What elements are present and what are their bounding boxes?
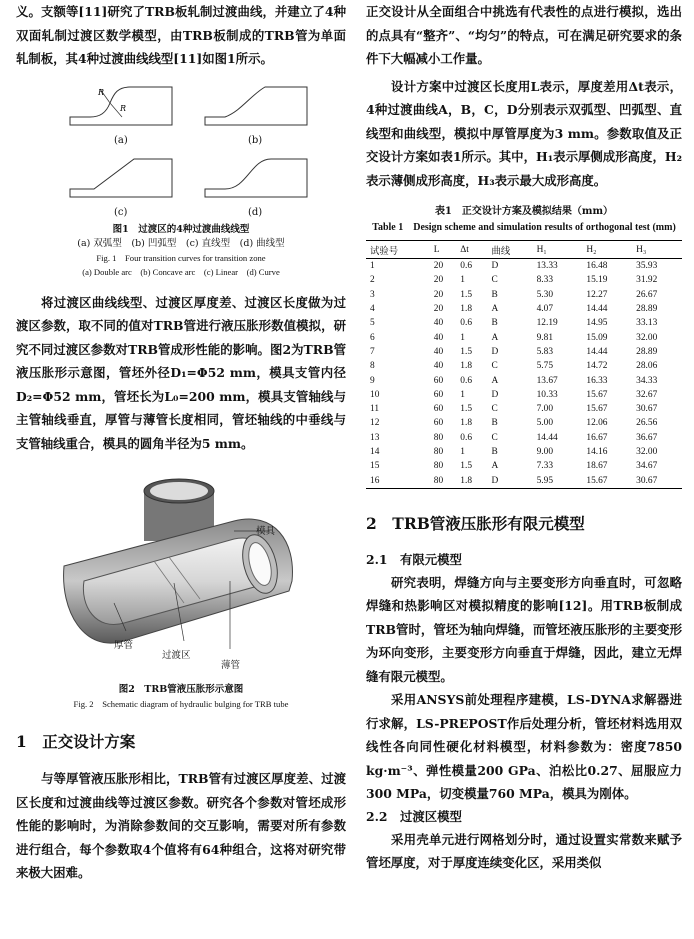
table1-caption-en: Table 1 Design scheme and simulation results of orthogonal test (mm)	[372, 222, 676, 233]
table-cell: 12.27	[586, 289, 608, 300]
fig2-label-thin: 薄管	[221, 660, 241, 671]
table-row	[366, 373, 682, 387]
table-cell: 11	[370, 404, 380, 415]
fig1-caption-cn: 图1 过渡区的4种过渡曲线线型	[112, 223, 250, 235]
section-2-title: 2 TRB管液压胀形有限元模型	[366, 513, 585, 533]
table-cell: 1.5	[460, 346, 472, 357]
subsection-2-2-title: 2.2 过渡区模型	[366, 808, 462, 824]
table-cell: C	[491, 361, 498, 372]
table-cell: 5.95	[536, 475, 554, 486]
table-cell: 0.6	[460, 432, 472, 443]
table-cell: 32.00	[636, 332, 658, 343]
table-row	[366, 259, 682, 274]
table1-caption-cn: 表1 正交设计方案及模拟结果（mm）	[434, 206, 614, 217]
table-cell: 7	[370, 346, 375, 357]
table-cell: 15.67	[586, 404, 608, 415]
table-cell: 80	[433, 432, 444, 443]
table-cell: C	[491, 432, 498, 443]
table-cell: 16.33	[586, 375, 608, 386]
fig2-label-die: 模具	[256, 526, 276, 537]
table-cell: 60	[433, 375, 444, 386]
table-cell: 5.83	[536, 346, 554, 357]
table-cell: 9.00	[536, 447, 554, 457]
table-cell: 28.89	[636, 346, 658, 357]
table-cell: 1.8	[460, 304, 472, 315]
table-cell: 32.67	[636, 389, 658, 400]
table-cell: 14.44	[536, 432, 558, 443]
table-cell: 0.6	[460, 375, 472, 386]
table-cell: 13.67	[536, 375, 558, 386]
table-cell: 20	[433, 304, 444, 315]
table-cell: 60	[433, 418, 444, 429]
fig1-panel-c	[66, 153, 176, 203]
table-header-cell: Δt	[460, 244, 469, 255]
table-cell: 16.67	[586, 432, 608, 443]
table-cell: 40	[433, 361, 444, 372]
table-row	[366, 359, 682, 373]
fig2-label-transition: 过渡区	[162, 650, 191, 661]
table-cell: 5	[370, 318, 375, 329]
table-header-cell: 曲线	[491, 246, 511, 257]
table-cell: 3	[370, 289, 375, 300]
figure-2	[16, 471, 346, 677]
table-cell: D	[491, 389, 499, 400]
table-cell: 80	[433, 461, 444, 472]
table-cell: 1.5	[460, 289, 472, 300]
table1-body	[366, 259, 682, 489]
table-cell: 15.19	[586, 275, 608, 286]
table-cell: A	[491, 304, 499, 315]
table-cell: 0.6	[460, 318, 472, 329]
table-cell: 4	[370, 304, 375, 315]
table-cell: 5.75	[536, 361, 554, 372]
table-cell: 35.93	[636, 261, 658, 272]
table-cell: B	[491, 289, 498, 300]
fig2-image	[34, 471, 304, 676]
table-header-cell: 试验号	[370, 246, 399, 257]
table-cell: 1	[460, 275, 465, 286]
table-cell: 12	[370, 418, 380, 429]
table-cell: A	[491, 461, 499, 472]
table-cell: 1	[460, 447, 465, 457]
table-row	[366, 431, 682, 445]
table-cell: B	[491, 447, 498, 457]
table-cell: B	[491, 418, 498, 429]
fig1-label-b: (b)	[248, 134, 263, 146]
table-cell: 60	[433, 389, 444, 400]
table-cell: 14.44	[586, 346, 608, 357]
table-cell: 10	[370, 389, 380, 400]
left-column	[16, 0, 346, 885]
fig1-caption-cn-sub: (a) 双弧型 (b) 凹弧型 (c) 直线型 (d) 曲线型	[77, 237, 285, 249]
right-paragraph-fem: 研究表明，焊缝方向与主要变形方向垂直时，可忽略焊缝和热影响区对模拟精度的影响[12]。用TRB板制成TRB管时，管坯为轴向焊缝，而管坯液压胀形的主要变形为环向变形，主要变形方向垂直于焊缝，因此，建立无焊缝有限元模型。	[366, 574, 682, 684]
table-row	[366, 445, 682, 459]
table-cell: 14.16	[586, 447, 608, 457]
table-cell: 15	[370, 461, 380, 472]
table-cell: 5.00	[536, 418, 554, 429]
table-row	[366, 330, 682, 344]
table-cell: 36.67	[636, 432, 658, 443]
table-cell: A	[491, 332, 499, 343]
fig1-panel-a	[66, 81, 176, 131]
fig1-label-a: (a)	[114, 134, 128, 146]
table-cell: 15.67	[586, 475, 608, 486]
table-cell: 28.89	[636, 304, 658, 315]
table-cell: 14.72	[586, 361, 608, 372]
table-cell: 13.33	[536, 261, 558, 272]
right-column	[366, 0, 682, 875]
table1	[366, 240, 682, 489]
right-paragraph-intro: 正交设计从全面组合中挑选有代表性的点进行模拟，选出的点具有“整齐”、“均匀”的特点，可在满足研究要求的条件下大幅减小工作量。	[366, 4, 682, 66]
fig2-caption-cn: 图2 TRB管液压胀形示意图	[118, 684, 244, 695]
table-cell: 1.8	[460, 361, 472, 372]
table-row	[366, 459, 682, 473]
right-paragraph-material: 采用ANSYS前处理程序建模，LS-DYNA求解器进行求解，LS-PREPOST作后处理分析，管坯材料选用双线性各向同性硬化材料模型，材料参数为：密度7850 kg·m⁻³、弹性模量200 GPa、泊松比0.27、屈服应力300 MPa，切变模量760 MPa，模具为刚体。	[366, 692, 682, 802]
table-row	[366, 316, 682, 330]
table-row	[366, 302, 682, 316]
fig1-label-c: (c)	[114, 206, 128, 218]
table-cell: 33.13	[636, 318, 658, 329]
table-cell: 20	[433, 289, 444, 300]
subsection-2-1-title: 2.1 有限元模型	[366, 551, 462, 567]
table-cell: 1	[460, 389, 465, 400]
table-cell: 7.33	[536, 461, 554, 472]
table-cell: D	[491, 475, 499, 486]
table-cell: 12.06	[586, 418, 608, 429]
table-cell: 16.48	[586, 261, 608, 272]
table-cell: 34.67	[636, 461, 658, 472]
table-row	[366, 273, 682, 287]
table-cell: C	[491, 404, 498, 415]
fig1-r-label-a2: R	[120, 103, 127, 113]
table-cell: 1.8	[460, 475, 472, 486]
table-cell: 30.67	[636, 404, 658, 415]
fig1-caption-en-sub: (a) Double arc (b) Concave arc (c) Linear (d) Curve	[82, 266, 280, 277]
table-cell: 13	[370, 432, 380, 443]
table-cell: 26.56	[636, 418, 658, 429]
table-cell: 15.67	[586, 389, 608, 400]
table-cell: 18.67	[586, 461, 608, 472]
table-cell: 1.5	[460, 461, 472, 472]
table-row	[366, 473, 682, 488]
table-cell: 12.19	[536, 318, 558, 329]
right-paragraph-design: 设计方案中过渡区长度用L表示，厚度差用Δt表示，4种过渡曲线A，B，C，D分别表示双弧型、凹弧型、直线型和曲线型，模拟中厚管厚度为3 mm。参数取值及正交设计方案如表1所示。其中，H₁表示厚侧成形高度，H₂表示薄侧成形高度，H₃表示最大成形高度。	[366, 78, 682, 188]
table-cell: 1	[370, 261, 375, 272]
table-cell: A	[491, 375, 499, 386]
table-cell: 60	[433, 404, 444, 415]
table-cell: D	[491, 261, 499, 272]
fig2-caption-en: Fig. 2 Schematic diagram of hydraulic bulging for TRB tube	[73, 699, 289, 709]
table-header-cell: H₂	[586, 244, 597, 255]
fig1-panel-d	[201, 153, 311, 203]
fig1-r-label-a: R	[98, 87, 105, 97]
table-cell: 14.44	[586, 304, 608, 315]
table-cell: 14	[370, 447, 380, 457]
table-cell: 14.95	[586, 318, 608, 329]
table-cell: 80	[433, 475, 444, 486]
table-cell: 32.00	[636, 447, 658, 457]
table-cell: 16	[370, 475, 380, 486]
table-cell: 4.07	[536, 304, 554, 315]
table-cell: 0.6	[460, 261, 472, 272]
table-cell: 1.5	[460, 404, 472, 415]
table-cell: 1	[460, 332, 465, 343]
section-1-title: 1 正交设计方案	[16, 732, 136, 751]
fig2-label-thick: 厚管	[114, 640, 134, 651]
table-cell: B	[491, 318, 498, 329]
table-cell: 10.33	[536, 389, 558, 400]
table-row	[366, 402, 682, 416]
table-header-cell: L	[433, 244, 440, 255]
table-cell: 40	[433, 318, 444, 329]
table-cell: 9.81	[536, 332, 554, 343]
table-cell: 2	[370, 275, 375, 286]
table-cell: 15.09	[586, 332, 608, 343]
table-cell: 31.92	[636, 275, 658, 286]
table-cell: 40	[433, 346, 444, 357]
fig1-panel-b	[201, 81, 311, 131]
table-cell: 40	[433, 332, 444, 343]
table-cell: 30.67	[636, 475, 658, 486]
left-paragraph-orthogonal: 与等厚管液压胀形相比，TRB管有过渡区厚度差、过渡区长度和过渡曲线等过渡区参数。研究各个参数对管坯成形性能的影响时，为消除参数间的交互影响，需要对所有参数进行组合，每个参数取4个值将有64种组合，这将对研究带来极大困难。	[16, 771, 346, 880]
table-header-row	[366, 241, 682, 259]
table-cell: 26.67	[636, 289, 658, 300]
table-cell: 8.33	[536, 275, 554, 286]
left-paragraph-intro: 义。支额等[11]研究了TRB板轧制过渡曲线，并建立了4种双面轧制过渡区数学模型，由TRB板制成的TRB管为单面轧制板，其4种过渡曲线线型[11]如图1所示。	[16, 4, 346, 66]
table-cell: 9	[370, 375, 375, 386]
table-header-cell: H₁	[536, 244, 547, 255]
table-cell: 20	[433, 275, 444, 286]
table-cell: 34.33	[636, 375, 658, 386]
figure-1	[16, 73, 346, 223]
table-row	[366, 345, 682, 359]
table-cell: C	[491, 275, 498, 286]
table-cell: 8	[370, 361, 375, 372]
table-row	[366, 388, 682, 402]
table-cell: 20	[433, 261, 444, 272]
fig1-label-d: (d)	[248, 206, 263, 218]
table-cell: 80	[433, 447, 444, 457]
fig1-caption-en: Fig. 1 Four transition curves for transition zone	[96, 252, 266, 263]
table-cell: 6	[370, 332, 375, 343]
table-cell: 1.8	[460, 418, 472, 429]
table-cell: 7.00	[536, 404, 554, 415]
table-header-cell: H₃	[636, 244, 647, 255]
table-cell: D	[491, 346, 499, 357]
left-paragraph-params: 将过渡区曲线线型、过渡区厚度差、过渡区长度做为过渡区参数，取不同的值对TRB管进行液压胀形数值模拟，研究不同过渡区参数对TRB管成形性能的影响。图2为TRB管液压胀形示意图，管坯外径D₁=Φ52 mm，模具支管内径D₂=Φ52 mm，管坯长为L₀=200 mm，模具支管轴线与主管轴线垂直，厚管与薄管长度相同，管坯轴线的中垂线与支管轴线重合，模具的圆角半径为5 mm。	[16, 294, 346, 451]
right-paragraph-transition-model: 采用壳单元进行网格划分时，通过设置实常数来赋予管坯厚度，对于厚度连续变化区，采用类似	[366, 831, 682, 871]
table-cell: 5.30	[536, 289, 554, 300]
table-cell: 28.06	[636, 361, 658, 372]
table-row	[366, 288, 682, 302]
table-row	[366, 416, 682, 430]
